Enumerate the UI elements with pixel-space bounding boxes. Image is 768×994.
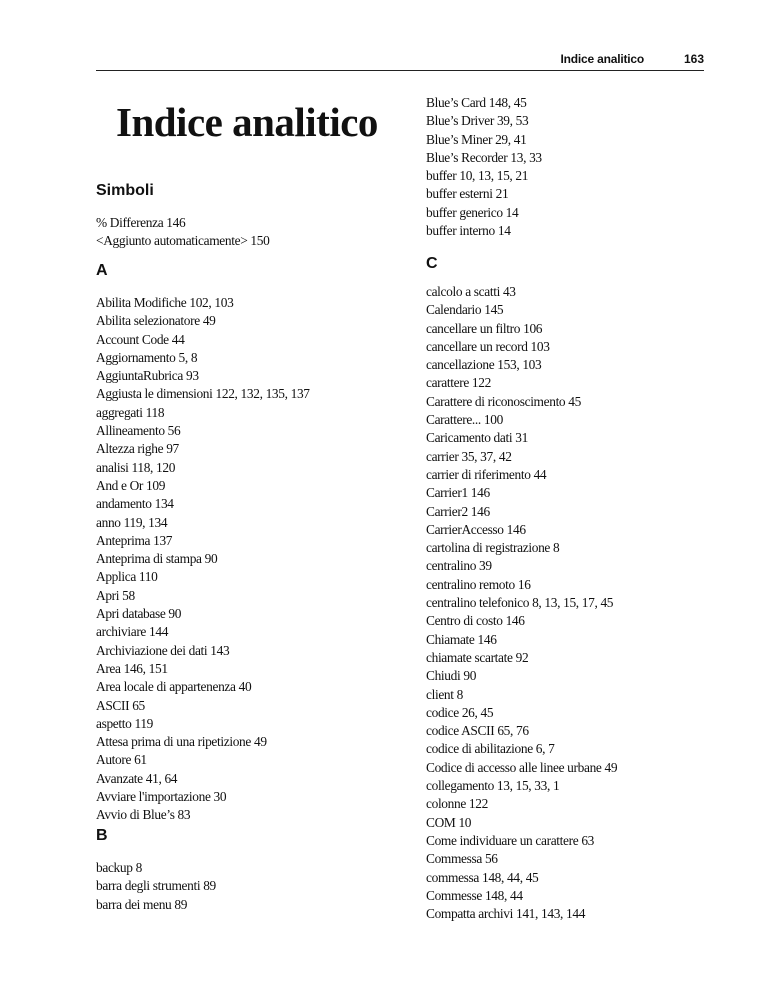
index-entry: % Differenza 146 xyxy=(96,215,186,230)
index-entry: Abilita Modifiche 102, 103 xyxy=(96,295,234,310)
index-entry: archiviare 144 xyxy=(96,624,169,640)
index-entry: anno 119, 134 xyxy=(96,514,168,530)
index-entry: Account Code 44 xyxy=(96,331,185,347)
index-entry: aggregati 118 xyxy=(96,404,165,420)
index-entry: centralino remoto 16 xyxy=(426,576,531,592)
index-entry: carrier di riferimento 44 xyxy=(426,466,547,482)
index-entry: commessa 148, 44, 45 xyxy=(426,869,539,885)
index-entry: Carrier1 146 xyxy=(426,485,490,501)
entry-list-b-continued xyxy=(426,94,542,240)
index-entry: Apri 58 xyxy=(96,587,135,603)
index-entry: Come individuare un carattere 63 xyxy=(426,832,595,848)
index-entry: Calendario 145 xyxy=(426,302,504,318)
index-entry: Centro di costo 146 xyxy=(426,613,525,629)
index-entry: andamento 134 xyxy=(96,496,174,512)
index-entry: Area 146, 151 xyxy=(96,660,168,676)
index-entry: Allineamento 56 xyxy=(96,423,181,439)
index-entry: Commessa 56 xyxy=(426,851,498,867)
index-entry: Applica 110 xyxy=(96,569,158,585)
index-entry: Apri database 90 xyxy=(96,606,182,622)
index-entry: cartolina di registrazione 8 xyxy=(426,540,560,556)
section-b xyxy=(96,826,216,914)
section-c xyxy=(426,254,617,923)
index-entry: centralino telefonico 8, 13, 15, 17, 45 xyxy=(426,595,614,611)
index-entry: codice 26, 45 xyxy=(426,704,494,720)
index-entry: Abilita selezionatore 49 xyxy=(96,313,216,329)
index-entry: Aggiusta le dimensioni 122, 132, 135, 137 xyxy=(96,386,310,402)
index-entry: Codice di accesso alle linee urbane 49 xyxy=(426,759,618,775)
index-entry: Aggiornamento 5, 8 xyxy=(96,349,198,365)
index-entry: collegamento 13, 15, 33, 1 xyxy=(426,778,560,794)
index-entry: Blue’s Miner 29, 41 xyxy=(426,131,527,147)
index-entry: Area locale di appartenenza 40 xyxy=(96,679,252,695)
index-entry: aspetto 119 xyxy=(96,715,154,731)
index-entry: Chiamate 146 xyxy=(426,631,497,647)
index-entry: Anteprima 137 xyxy=(96,532,173,548)
index-entry: calcolo a scatti 43 xyxy=(426,284,516,299)
index-entry: Anteprima di stampa 90 xyxy=(96,551,218,567)
index-entry: barra degli strumenti 89 xyxy=(96,878,216,894)
section-a xyxy=(96,261,310,825)
index-entry: centralino 39 xyxy=(426,558,492,574)
entry-list-b xyxy=(96,859,216,914)
index-entry: Altezza righe 97 xyxy=(96,441,179,457)
index-entry: Chiudi 90 xyxy=(426,668,477,684)
index-entry: backup 8 xyxy=(96,860,142,875)
running-header xyxy=(96,44,704,71)
index-entry: Blue’s Card 148, 45 xyxy=(426,95,527,110)
index-entry: Commesse 148, 44 xyxy=(426,887,523,903)
index-entry: And e Or 109 xyxy=(96,477,166,493)
index-entry: Carattere di riconoscimento 45 xyxy=(426,393,581,409)
section-b-continued xyxy=(426,94,542,240)
index-entry: codice di abilitazione 6, 7 xyxy=(426,741,555,757)
index-entry: Avvio di Blue’s 83 xyxy=(96,807,191,823)
index-entry: cancellare un filtro 106 xyxy=(426,320,543,336)
index-entry: Carattere... 100 xyxy=(426,412,503,428)
index-entry: Attesa prima di una ripetizione 49 xyxy=(96,734,267,750)
index-entry: CarrierAccesso 146 xyxy=(426,521,526,537)
section-heading-a: A xyxy=(96,262,108,279)
index-entry: Blue’s Recorder 13, 33 xyxy=(426,149,542,165)
index-entry: COM 10 xyxy=(426,814,472,830)
index-entry: carrier 35, 37, 42 xyxy=(426,448,512,464)
page-number: 163 xyxy=(683,52,704,66)
index-entry: Avanzate 41, 64 xyxy=(96,770,178,786)
entry-list-c xyxy=(426,283,617,923)
index-entry: Compatta archivi 141, 143, 144 xyxy=(426,906,586,922)
entry-list-simboli xyxy=(96,214,269,251)
section-heading-b: B xyxy=(96,827,108,844)
index-entry: carattere 122 xyxy=(426,375,491,391)
index-entry: buffer esterni 21 xyxy=(426,186,509,202)
index-entry: Avviare l'importazione 30 xyxy=(96,789,227,805)
running-title: Indice analitico xyxy=(560,52,644,66)
index-entry: barra dei menu 89 xyxy=(96,896,188,912)
entry-list-a xyxy=(96,294,310,825)
section-simboli xyxy=(96,181,269,251)
index-entry: Archiviazione dei dati 143 xyxy=(96,642,230,658)
index-entry: Caricamento dati 31 xyxy=(426,430,528,446)
index-entry: colonne 122 xyxy=(426,796,488,812)
index-entry: <Aggiunto automaticamente> 150 xyxy=(96,233,270,249)
index-entry: cancellare un record 103 xyxy=(426,338,550,354)
index-entry: cancellazione 153, 103 xyxy=(426,357,542,373)
index-entry: Carrier2 146 xyxy=(426,503,490,519)
index-entry: buffer generico 14 xyxy=(426,204,519,220)
index-entry: Autore 61 xyxy=(96,752,147,768)
index-entry: Blue’s Driver 39, 53 xyxy=(426,113,529,129)
index-entry: codice ASCII 65, 76 xyxy=(426,723,529,739)
section-heading-simboli: Simboli xyxy=(96,182,154,199)
index-entry: AggiuntaRubrica 93 xyxy=(96,368,199,384)
index-entry: buffer 10, 13, 15, 21 xyxy=(426,168,529,184)
index-entry: buffer interno 14 xyxy=(426,223,511,239)
index-entry: chiamate scartate 92 xyxy=(426,649,529,665)
index-entry: ASCII 65 xyxy=(96,697,145,713)
index-entry: client 8 xyxy=(426,686,463,702)
page-title: Indice analitico xyxy=(116,99,378,145)
index-entry: analisi 118, 120 xyxy=(96,459,176,475)
section-heading-c: C xyxy=(426,255,438,272)
